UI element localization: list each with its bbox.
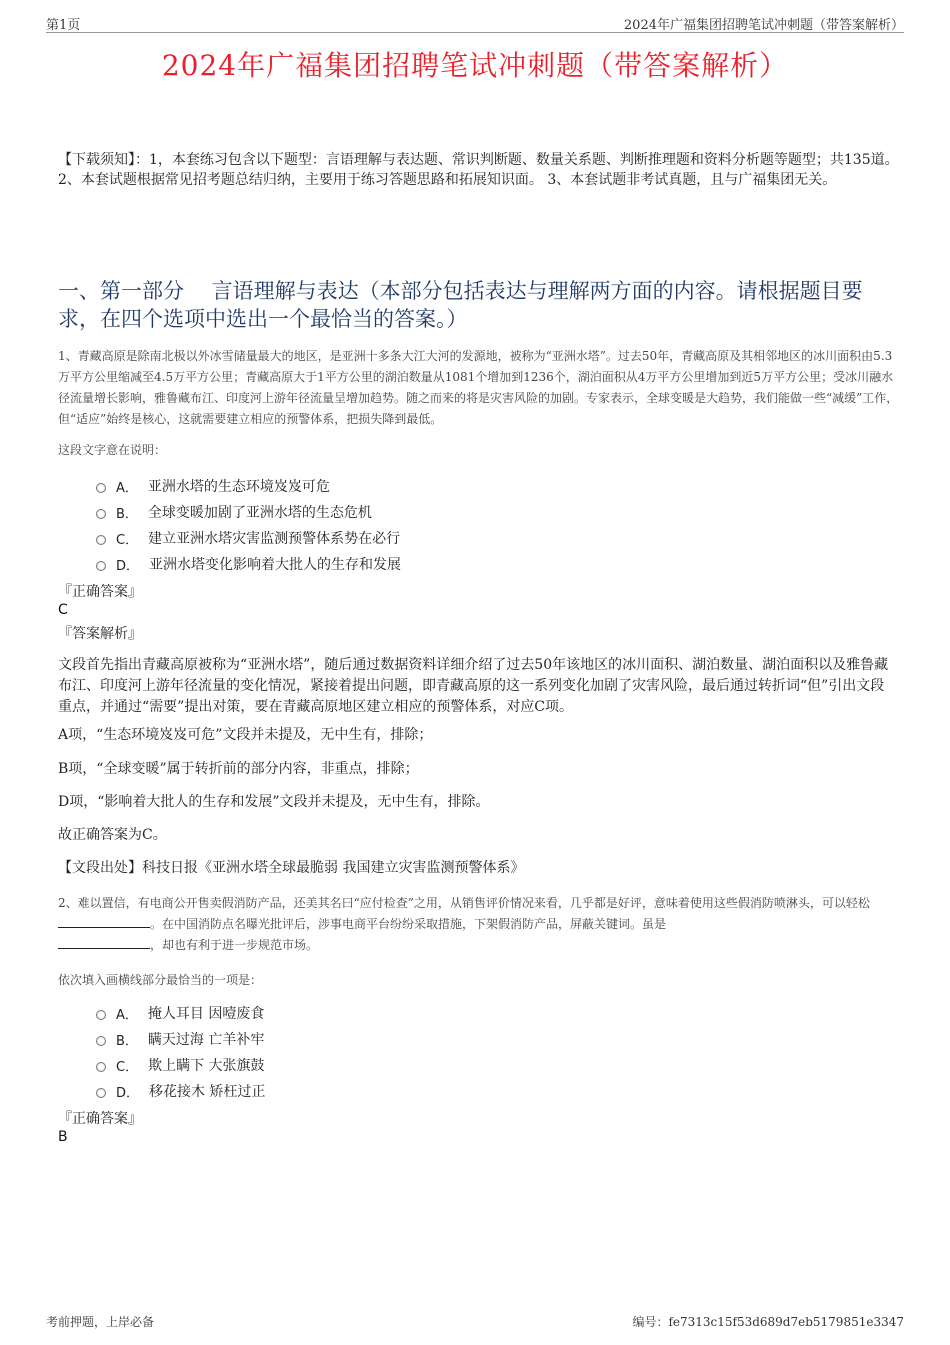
option-c[interactable]: C． 建立亚洲水塔灾害监测预警体系势在必行 xyxy=(96,525,401,551)
analysis-note-a: A项，“生态环境岌岌可危”文段并未提及，无中生有，排除； xyxy=(58,727,433,743)
radio-icon[interactable] xyxy=(96,1062,106,1072)
radio-icon[interactable] xyxy=(96,535,106,545)
document-title: 2024年广福集团招聘笔试冲刺题（带答案解析） xyxy=(161,49,789,82)
option-c[interactable]: C． 欺上瞒下 大张旗鼓 xyxy=(96,1052,265,1078)
option-b[interactable]: B． 全球变暖加剧了亚洲水塔的生态危机 xyxy=(96,499,401,525)
fill-blank-1[interactable] xyxy=(58,915,150,928)
page-number: 第1页 xyxy=(46,18,81,33)
section-heading: 一、第一部分 言语理解与表达（本部分包括表达与理解两方面的内容。请根据题目要求，在四个选项中选出一个最恰当的答案。） xyxy=(58,279,863,331)
radio-icon[interactable] xyxy=(96,1036,106,1046)
radio-icon[interactable] xyxy=(96,1088,106,1098)
footer-slogan: 考前押题，上岸必备 xyxy=(46,1315,155,1329)
page-header xyxy=(46,14,904,33)
fill-blank-2[interactable] xyxy=(58,936,150,949)
option-a[interactable]: A． 亚洲水塔的生态环境岌岌可危 xyxy=(96,473,401,499)
correct-answer-label: 『正确答案』 xyxy=(58,1111,142,1127)
question-1-stem: 这段文字意在说明： xyxy=(58,443,167,457)
correct-answer-label: 『正确答案』 xyxy=(58,584,142,600)
question-2-stem: 依次填入画横线部分最恰当的一项是： xyxy=(58,973,263,987)
radio-icon[interactable] xyxy=(96,561,106,571)
analysis-note-b: B项，“全球变暖”属于转折前的部分内容，非重点，排除； xyxy=(58,761,419,777)
passage-source: 【文段出处】科技日报《亚洲水塔全球最脆弱 我国建立灾害监测预警体系》 xyxy=(58,860,525,876)
analysis-text: 文段首先指出青藏高原被称为“亚洲水塔”，随后通过数据资料详细介绍了过去50年该地区的冰川面积、湖泊数量、湖泊面积以及雅鲁藏布江、印度河上游年径流量的变化情况，紧接着提出问题，即青藏高原的这一系列变化加剧了灾害风险，最后通过转折词“但”引出文段重点，并通过“需要”提出对策，要在青藏高原地区建立相应的预警体系，对应C项。 xyxy=(58,657,889,715)
option-d[interactable]: D． 亚洲水塔变化影响着大批人的生存和发展 xyxy=(96,551,401,577)
analysis-conclusion: 故正确答案为C。 xyxy=(58,827,167,843)
option-b[interactable]: B． 瞒天过海 亡羊补牢 xyxy=(96,1026,265,1052)
download-notice: 【下载须知】：1，本套练习包含以下题型：言语理解与表达题、常识判断题、数量关系题、判断推理题和资料分析题等题型；共135道。 2、本套试题根据常见招考题总结归纳，主要用于练习答题思路和拓展知识面。 3、本套试题非考试真题，且与广福集团无关。 xyxy=(58,152,899,188)
radio-icon[interactable] xyxy=(96,509,106,519)
option-d[interactable]: D． 移花接木 矫枉过正 xyxy=(96,1078,265,1104)
analysis-label: 『答案解析』 xyxy=(58,626,142,642)
question-2-options xyxy=(96,1000,265,1104)
analysis-note-d: D项，“影响着大批人的生存和发展”文段并未提及，无中生有，排除。 xyxy=(58,794,490,810)
radio-icon[interactable] xyxy=(96,483,106,493)
option-a[interactable]: A． 掩人耳目 因噎废食 xyxy=(96,1000,265,1026)
correct-answer: B xyxy=(58,1129,68,1145)
question-2-text: 2、难以置信，有电商公开售卖假消防产品，还美其名曰“应付检查”之用，从销售评价情况来看，几乎都是好评，意味着使用这些假消防喷淋头，可以轻松 。在中国消防点名曝光批评后，涉事电商平台纷纷采取措施，下架假消防产品，屏蔽关键词。虽是 ，却也有利于进一步规范市场。 xyxy=(58,896,870,952)
question-1-text: 1、青藏高原是除南北极以外冰雪储量最大的地区，是亚洲十多条大江大河的发源地，被称为“亚洲水塔”。过去50年，青藏高原及其相邻地区的冰川面积由5.3万平方公里缩减至4.5万平方公里；青藏高原大于1平方公里的湖泊数量从1081个增加到1236个，湖泊面积从4万平方公里增加到近5万平方公里；受冰川融水径流量增长影响，雅鲁藏布江、印度河上游年径流量呈增加趋势。随之而来的将是灾害风险的加剧。专家表示，全球变暖是大趋势，我们能做一些“减缓”工作，但“适应”始终是核心，这就需要建立相应的预警体系，把损失降到最低。 xyxy=(58,349,899,426)
question-1-options xyxy=(96,473,401,577)
header-doc-title: 2024年广福集团招聘笔试冲刺题（带答案解析） xyxy=(623,18,904,33)
document-id: 编号：fe7313c15f53d689d7eb5179851e3347 xyxy=(632,1315,904,1329)
correct-answer: C xyxy=(58,602,68,618)
radio-icon[interactable] xyxy=(96,1010,106,1020)
